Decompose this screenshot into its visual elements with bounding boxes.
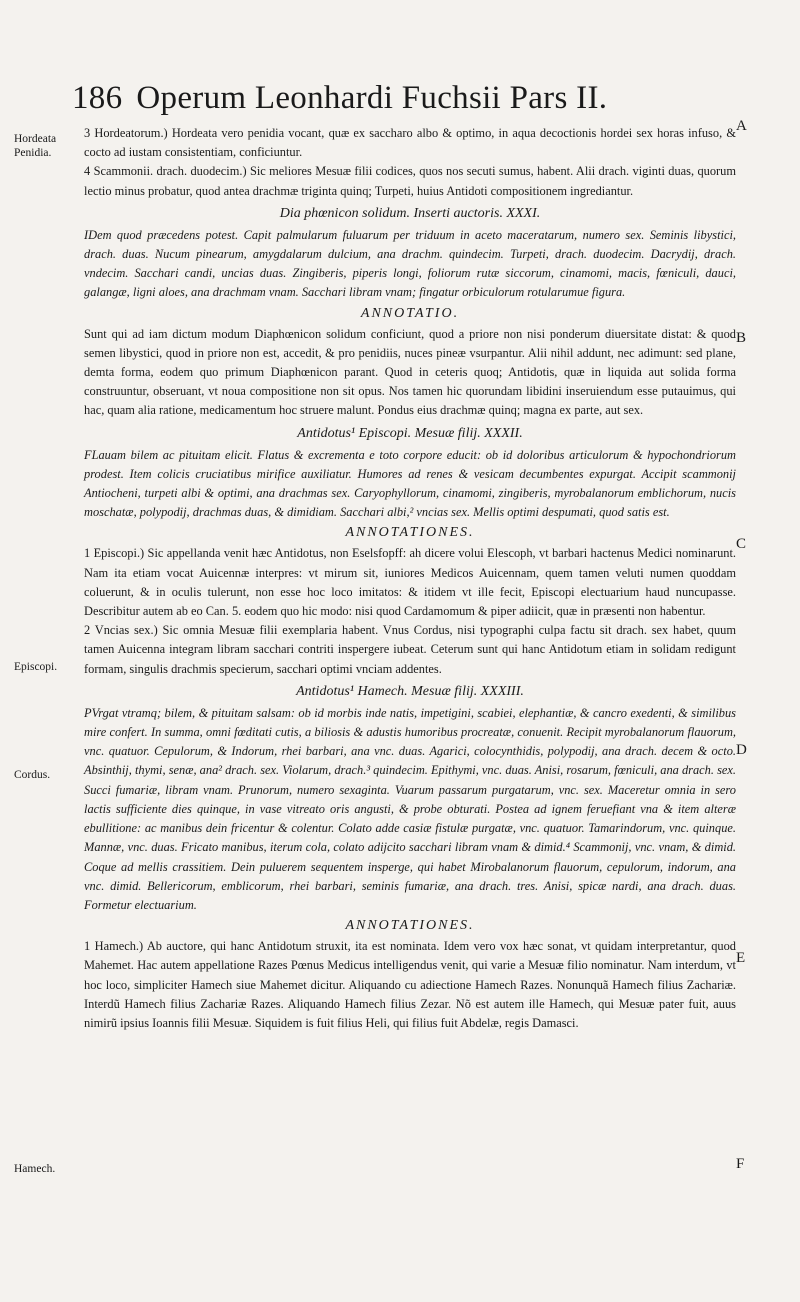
margin-letter-f: F [736, 1156, 745, 1172]
section-title-xxxiii: Antidotus¹ Hamech. Mesuæ filij. XXXIII. [296, 683, 524, 699]
margin-letter-b: B [736, 330, 747, 346]
section-title-xxxii: Antidotus¹ Episcopi. Mesuæ filij. XXXII. [297, 425, 523, 441]
margin-letter-c: C [736, 536, 747, 552]
section-title-xxxi: Dia phœnicon solidum. Inserti auctoris. XXXI. [279, 205, 541, 221]
recipe-hamech: PVrgat vtramq; bilem, & pituitam salsam: ob id morbis inde natis, impetigini, scabiei, elephantiæ, & cancro exedenti, & similibus mire confert. In summa, omni fœditati cutis, a biliosis & adustis humoribus procreatæ, conuenit. Recipit myrobalanorum flauorum, vnc. quatuor. Cepulorum, & Indorum, rhei barbari, ana vnc. duas. Agarici, colocynthidis, polypodij, ana drach. decem & octo. Absinthij, thymi, senæ, ana² drach. sex. Violarum, drach.³ quindecim. Epithymi, vnc. duas. Anisi, rosarum, fœniculi, ana drach. sex. Succi fumariæ, libram vnam. Prunorum, numero sexaginta. Vuarum passarum purgatarum, vnc. sex. Maceretur omnia in sero lactis sufficiente dies quinque, in vase vitreato oris angusti, & probe obturati. Postea ad ignem feruefiant vna & item alteræ ebullitione: ac manibus dein fricentur & colentur. Colato adde casiæ fistulæ purgatæ, vnc. quatuor. Tamarindorum, vnc. quinque. Mannæ, vnc. duas. Fricato manibus, iterum cola, colato adijcito sacchari libram vnam & dimid.⁴ Scammonij, vnc. vnam, & dimid. Coque ad mellis crassitiem. Dein puluerem sequentem insperge, qui habet Mirobalanorum flauorum, cepulorum, indorum, ana vnc. dimid. Bellericorum, emblicorum, rhei barbari, seminis fumariæ, ana drach. tres. Anisi, spicæ nardi, ana drach. duas. Formetur electuarium. [84, 705, 736, 912]
annotationes-heading-2: ANNOTATIONES. [345, 918, 475, 934]
recipe-episcopi: FLauam bilem ac pituitam elicit. Flatus & excrementa e toto corpore educit: ob id doloribus articulorum & hypochondriorum prodest. Item colicis cruciatibus mirifice auxiliatur. Humores ad renes & vesicam decumbentes expurgat. Accipit scammonij Antiocheni, turpeti albi & optimi, ana drachmas sex. Caryophyllorum, cinamomi, zingiberis, myrobalanorum emblichorum, nucis moschatæ, polypodij, drachmas duas, & dimidiam. Sacchari albi,² vncias sex. Mellis optimi despumati, quod satis est. [84, 447, 736, 520]
recipe-dia-phoenicon: IDem quod præcedens potest. Capit palmularum fuluarum per triduum in aceto maceratarum, numero sex. Seminis libystici, drach. duas. Nucum pinearum, amygdalarum dulcium, ana drachm. quindecim. Turpeti, drach. duodecim. Dacrydij, drach. vndecim. Sacchari candi, uncias duas. Zingiberis, piperis longi, foliorum rutæ siccorum, cinamomi, macis, fœniculi, dauci, galangæ, ligni aloes, ana drachmam vnam. Sacchari libram vnam; fingatur orbiculorum rotularumue figura. [84, 227, 736, 300]
running-title: Operum Leonhardi Fuchsii Pars II. [136, 80, 608, 116]
margin-note-cordus: Cordus. [14, 769, 51, 781]
margin-letter-a: A [736, 118, 747, 134]
annotatio-heading: ANNOTATIO. [360, 305, 460, 321]
annotation-uncias-sex: 2 Vncias sex.) Sic omnia Mesuæ filii exemplaria habent. Vnus Cordus, nisi typographi culpa factu sit drach. sex habet, quum tamen Auicenna integram libram sacchari contriti inspergere iubeat. Ceterum sunt qui hanc Antidotum etiam in solidam redigunt formam, singulis drachmis specierum, sacchari optimi vnciam addentes. [84, 623, 736, 676]
margin-letter-e: E [736, 950, 746, 966]
note-scammonii: 4 Scammonii. drach. duodecim.) Sic meliores Mesuæ filii codices, quos nos secuti sumus, habent. Alii drach. viginti duas, quorum lectio minus probatur, quod antea drachmæ triginta quinq; Turpeti, huius Antidoti compositionem ingrediantur. [84, 164, 736, 198]
page-number: 186 [72, 80, 123, 116]
annotation-episcopi: 1 Episcopi.) Sic appellanda venit hæc Antidotus, non Eselsfopff: ah dicere volui Elescoph, vt barbari hactenus Medici nominarunt. Nam ita etiam vocat Auicennæ interpres: vt mirum sit, iuniores Medicos Auicennam, quem tamen veluti numen quoddam coluerunt, & in oculis tulerunt, non esse hoc loco imitatos: & itidem vt ille fecit, Episcopi electuarium haud nuncupasse. Describitur autem ab eo Can. 5. eodem quo hic modo: nisi quod Cardamomum & piper adiicit, quæ in præsenti non habentur. [84, 546, 736, 619]
margin-note-hamech: Hamech. [14, 1163, 56, 1175]
note-hordeatorum: 3 Hordeatorum.) Hordeata vero penidia vocant, quæ ex saccharo albo & optimo, in aqua decoctionis hordei sex horas infuso, & cocto ad iustam consistentiam, conficiuntur. [84, 126, 736, 160]
margin-note-hordeata: Hordeata Penidia. [14, 133, 57, 159]
text-column [84, 124, 736, 1033]
margin-letter-d: D [736, 742, 747, 758]
running-header [72, 78, 712, 118]
annotation-hamech: 1 Hamech.) Ab auctore, qui hanc Antidotum struxit, ita est nominata. Idem vero vox hæc sonat, vt quidam interpretantur, quod Mahemet. Hac autem appellatione Razes Pœnus Medicus intelligendus venit, qui varie a Mesuæ filio nominatur. Nam interdum, vt hoc loco, simpliciter Hamech siue Mahemet dicitur. Aliquando cu adiectione Hamech Razes. Nonunquã Hamech filius Zachariæ. Interdũ Hamech filius Zachariæ Razes. Aliquando Hamech filius Zezar. Nõ est autem ille Hamech, qui Mesuæ pater fuit, auus nimirũ ipsius Ioannis filii Mesuæ. Siquidem is fuit filius Heli, qui filius fuit Abdelæ, regis Damasci. [84, 939, 736, 1030]
annotationes-heading-1: ANNOTATIONES. [345, 525, 475, 541]
annotatio-body: Sunt qui ad iam dictum modum Diaphœnicon solidum conficiunt, quod a priore non nisi ponderum diuersitate distat: & quod semen libystici, quod in priore non est, accedit, & pro penidiis, nuces pineæ vsurpantur. Alii nihil addunt, nec adimunt: sed plane, demta forma, eodem quo primum Diaphœnicon parant. Quod in ceteris quoq; Antidotis, quæ in liquida aut solida forma construuntur, obseruant, vt noua compositione non sit opus. Nos tamen hic quorundam libidini inseruiendum esse putauimus, qui hac, quam alia ratione, medicamentum hoc struere malunt. Pondus eius drachmæ quinq; magna ex parte, aut sex. [84, 326, 736, 418]
margin-note-episcopi: Episcopi. [14, 661, 58, 673]
